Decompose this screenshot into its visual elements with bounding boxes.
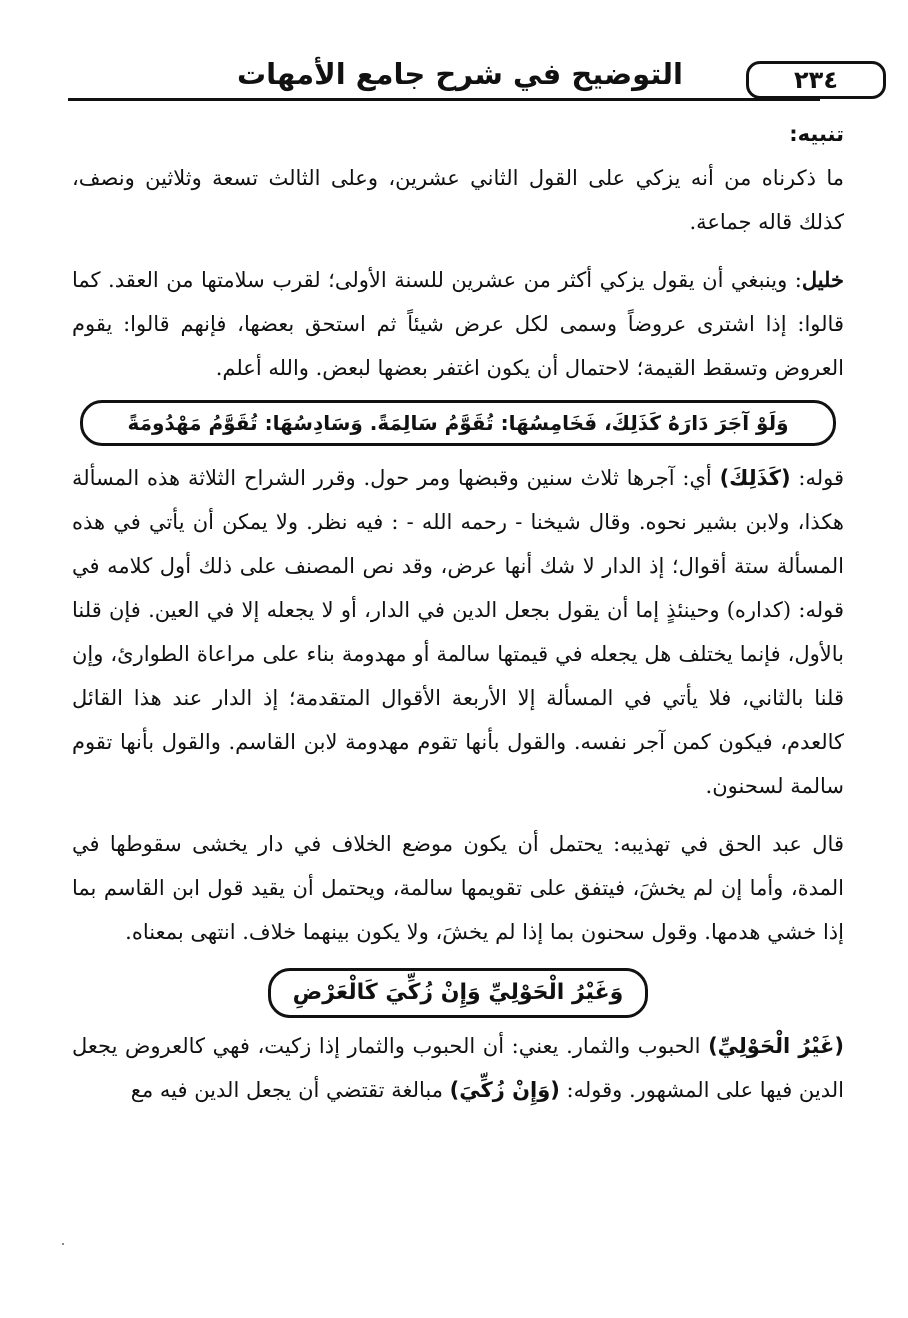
scan-speck: [62, 1243, 64, 1245]
paragraph-2-body: : وينبغي أن يقول يزكي أكثر من عشرين للسنة الأولى؛ لقرب سلامتها من العقد. كما قالوا: إذا اشترى عروضاً وسمى لكل عرض شيئاً ثم استحق بعضها، فإنهم قالوا: يقوم العروض وتسقط القيمة؛ لاحتمال أن يكون اغتفر بعضها لبعض. والله أعلم.: [72, 268, 844, 380]
page-number: ٢٣٤: [746, 61, 886, 99]
paragraph-1: ما ذكرناه من أنه يزكي على القول الثاني عشرين، وعلى الثالث تسعة وثلاثين ونصف، كذلك قاله جماعة.: [72, 166, 844, 234]
paragraph-5-body-1: الحبوب والثمار. يعني: أن الحبوب والثمار إذا زكيت، فهي كالعروض يجعل الدين فيها على المشهور. وقوله:: [72, 1034, 844, 1102]
section-heading: تنبيه:: [789, 122, 844, 146]
paragraph-5-quote-1: (غَيْرُ الْحَوْلِيِّ): [708, 1034, 844, 1058]
paragraph-3-quote: (كَذَلِكَ): [719, 466, 791, 490]
paragraph-4: قال عبد الحق في تهذيبه: يحتمل أن يكون موضع الخلاف في دار يخشى سقوطها في المدة، وأما إن لم يخشَ، فيتفق على تقويمها سالمة، ويحتمل أن يقيد قول ابن القاسم بما إذا خشي هدمها. وقول سحنون بما إذا لم يخشَ، ولا يكون بينهما خلاف. انتهى بمعناه.: [72, 832, 844, 944]
paragraph-5: [72, 1024, 844, 1112]
paragraph-3-body: أي: آجرها ثلاث سنين وقبضها ومر حول. وقرر الشراح الثلاثة هذه المسألة هكذا، ولابن بشير نحوه. وقال شيخنا - رحمه الله - : فيه نظر. ولا يمكن أن يأتي في هذه المسألة ستة أقوال؛ إذ الدار لا شك أنها عرض، وقد نص المصنف على ذلك أول كلامه في قوله: (كداره) وحينئذٍ إما أن يقول بجعل الدين في الدار، أو لا يجعله إلا في العين. فإن قلنا بالأول، فإنما يختلف هل يجعله في قيمتها سالمة أو مهدومة بناء على مراعاة الطوارئ، وإن قلنا بالثاني، فلا يأتي في المسألة إلا الأربعة الأقوال المتقدمة؛ إذ الدار عند هذا القائل كالعدم، فيكون كمن آجر نفسه. والقول بأنها تقوم مهدومة لابن القاسم. والقول بأنها تقوم سالمة لسحنون.: [72, 466, 844, 798]
paragraph-gap: [72, 244, 844, 258]
matn-box-2: وَغَيْرُ الْحَوْلِيِّ وَإِنْ زُكِّيَ كَالْعَرْضِ: [268, 968, 649, 1018]
paragraph-5-quote-2: (وَإِنْ زُكِّيَ): [449, 1078, 560, 1102]
matn-box-1: وَلَوْ آجَرَ دَارَهُ كَذَلِكَ، فَخَامِسُهَا: تُقَوَّمُ سَالِمَةً. وَسَادِسُهَا: تُقَوَّمُ مَهْدُومَةً: [80, 400, 836, 446]
paragraph-2-lead: خليل: [801, 267, 844, 292]
paragraph-2: [72, 258, 844, 390]
header-rule: [68, 98, 820, 101]
paragraph-5-body-2: مبالغة تقتضي أن يجعل الدين فيه مع: [130, 1078, 450, 1102]
running-title: التوضيح في شرح جامع الأمهات: [236, 57, 683, 91]
page-body: [72, 112, 844, 1112]
paragraph-3-prefix: قوله:: [790, 466, 845, 490]
paragraph-3: [72, 456, 844, 808]
paragraph-gap: [72, 808, 844, 822]
